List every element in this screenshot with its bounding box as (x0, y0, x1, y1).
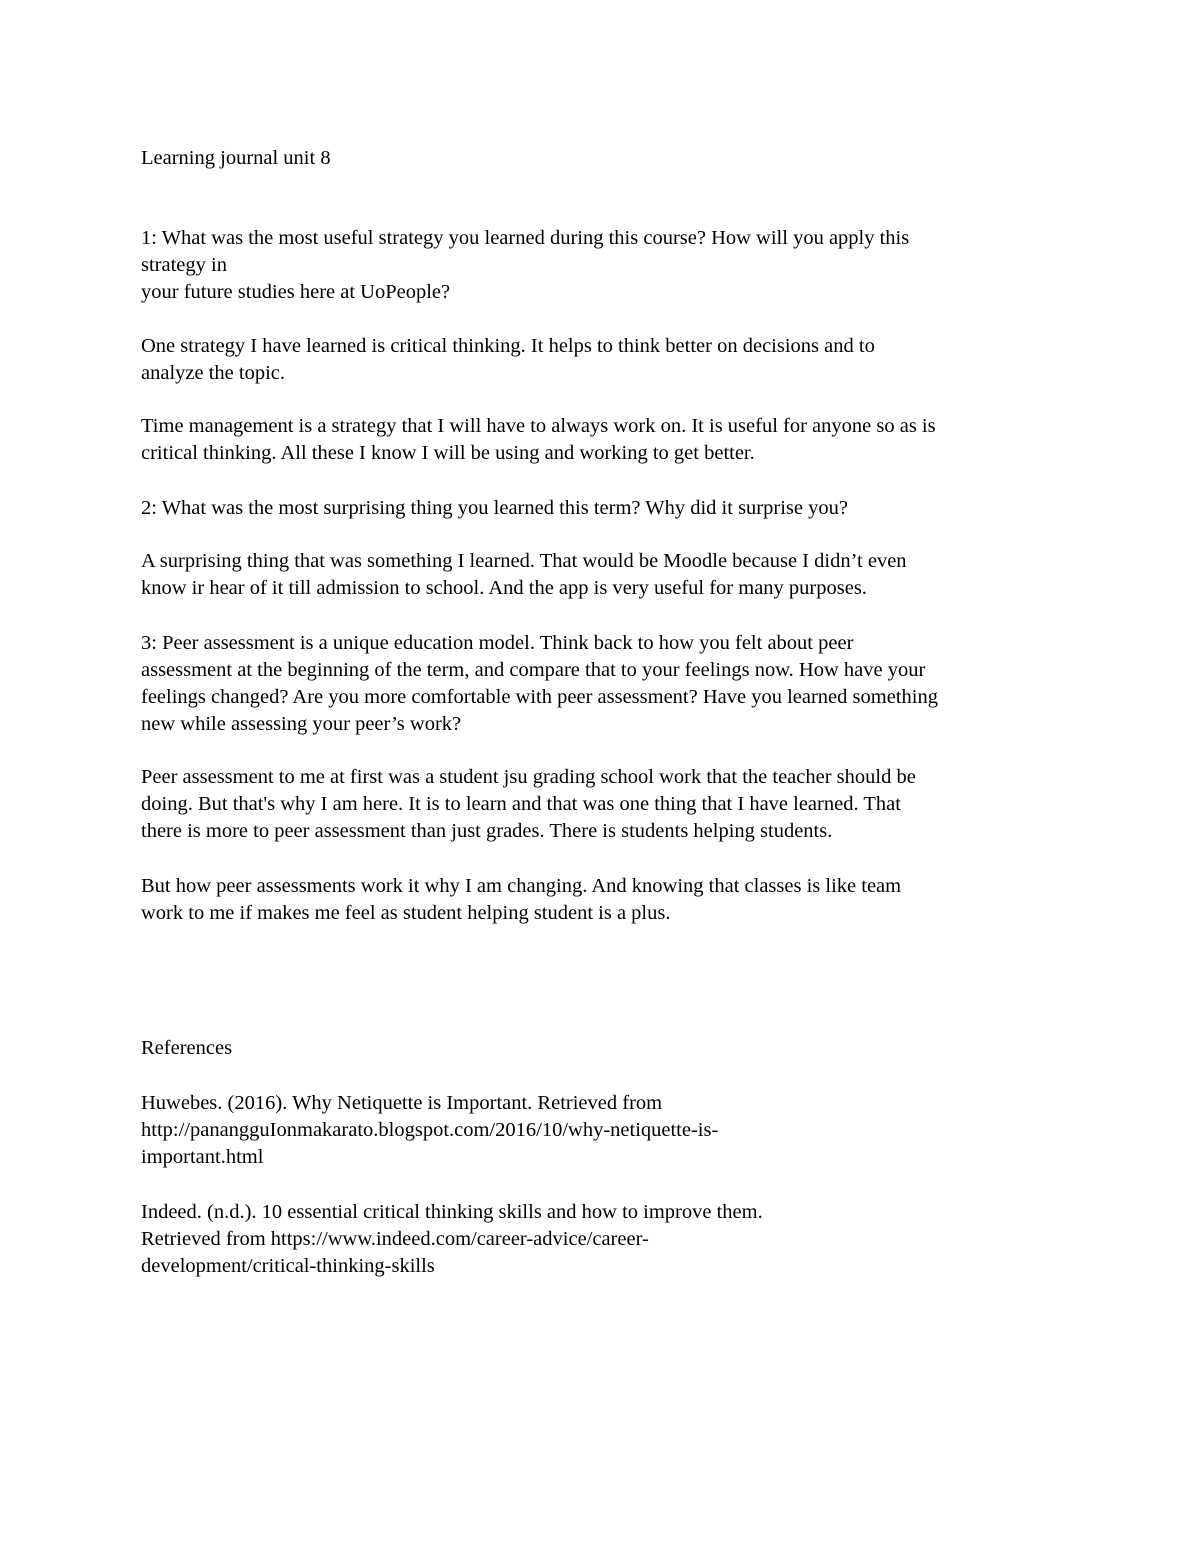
reference-1-line-3: important.html (141, 1146, 264, 1168)
reference-2-line-3: development/critical-thinking-skills (141, 1255, 435, 1277)
answer-3-paragraph-1 (141, 764, 916, 845)
question-2-line-1: 2: What was the most surprising thing you learned this term? Why did it surprise you? (141, 497, 848, 519)
question-3-line-1: 3: Peer assessment is a unique education model. Think back to how you felt about peer (141, 632, 854, 654)
question-3-line-2: assessment at the beginning of the term, and compare that to your feelings now. How have your (141, 659, 926, 681)
title-line: Learning journal unit 8 (141, 147, 331, 169)
answer-1-paragraph-1 (141, 333, 875, 387)
answer-3-p2-line-2: work to me if makes me feel as student helping student is a plus. (141, 902, 671, 924)
answer-1-p1-line-2: analyze the topic. (141, 362, 286, 384)
answer-3-p1-line-2: doing. But that's why I am here. It is to learn and that was one thing that I have learned. That (141, 793, 901, 815)
reference-1 (141, 1090, 718, 1171)
document-title (141, 145, 331, 172)
answer-3-p1-line-3: there is more to peer assessment than just grades. There is students helping students. (141, 820, 833, 842)
answer-2 (141, 548, 907, 602)
reference-2-line-2: Retrieved from https://www.indeed.com/career-advice/career- (141, 1228, 649, 1250)
question-1-line-2: strategy in (141, 254, 227, 276)
answer-1-p2-line-2: critical thinking. All these I know I will be using and working to get better. (141, 442, 755, 464)
answer-3-p2-line-1: But how peer assessments work it why I am changing. And knowing that classes is like team (141, 875, 902, 897)
references-heading (141, 1035, 232, 1062)
question-1 (141, 225, 909, 306)
reference-1-line-1: Huwebes. (2016). Why Netiquette is Important. Retrieved from (141, 1092, 663, 1114)
reference-1-line-2: http://panangguIonmakarato.blogspot.com/2016/10/why-netiquette-is- (141, 1119, 719, 1141)
question-3-line-3: feelings changed? Are you more comfortable with peer assessment? Have you learned something (141, 686, 938, 708)
question-3 (141, 630, 938, 738)
answer-1-paragraph-2 (141, 413, 936, 467)
answer-2-line-1: A surprising thing that was something I learned. That would be Moodle because I didn’t even (141, 550, 907, 572)
question-2 (141, 495, 848, 522)
answer-3-p1-line-1: Peer assessment to me at first was a student jsu grading school work that the teacher should be (141, 766, 916, 788)
answer-3-paragraph-2 (141, 873, 901, 927)
references-heading-text: References (141, 1037, 233, 1059)
answer-1-p2-line-1: Time management is a strategy that I will have to always work on. It is useful for anyone so as is (141, 415, 936, 437)
question-1-line-3: your future studies here at UoPeople? (141, 281, 451, 303)
reference-2 (141, 1199, 763, 1280)
answer-1-p1-line-1: One strategy I have learned is critical thinking. It helps to think better on decisions and to (141, 335, 875, 357)
question-1-line-1: 1: What was the most useful strategy you learned during this course? How will you apply this (141, 227, 910, 249)
reference-2-line-1: Indeed. (n.d.). 10 essential critical thinking skills and how to improve them. (141, 1201, 763, 1223)
answer-2-line-2: know ir hear of it till admission to school. And the app is very useful for many purposes. (141, 577, 867, 599)
question-3-line-4: new while assessing your peer’s work? (141, 713, 462, 735)
